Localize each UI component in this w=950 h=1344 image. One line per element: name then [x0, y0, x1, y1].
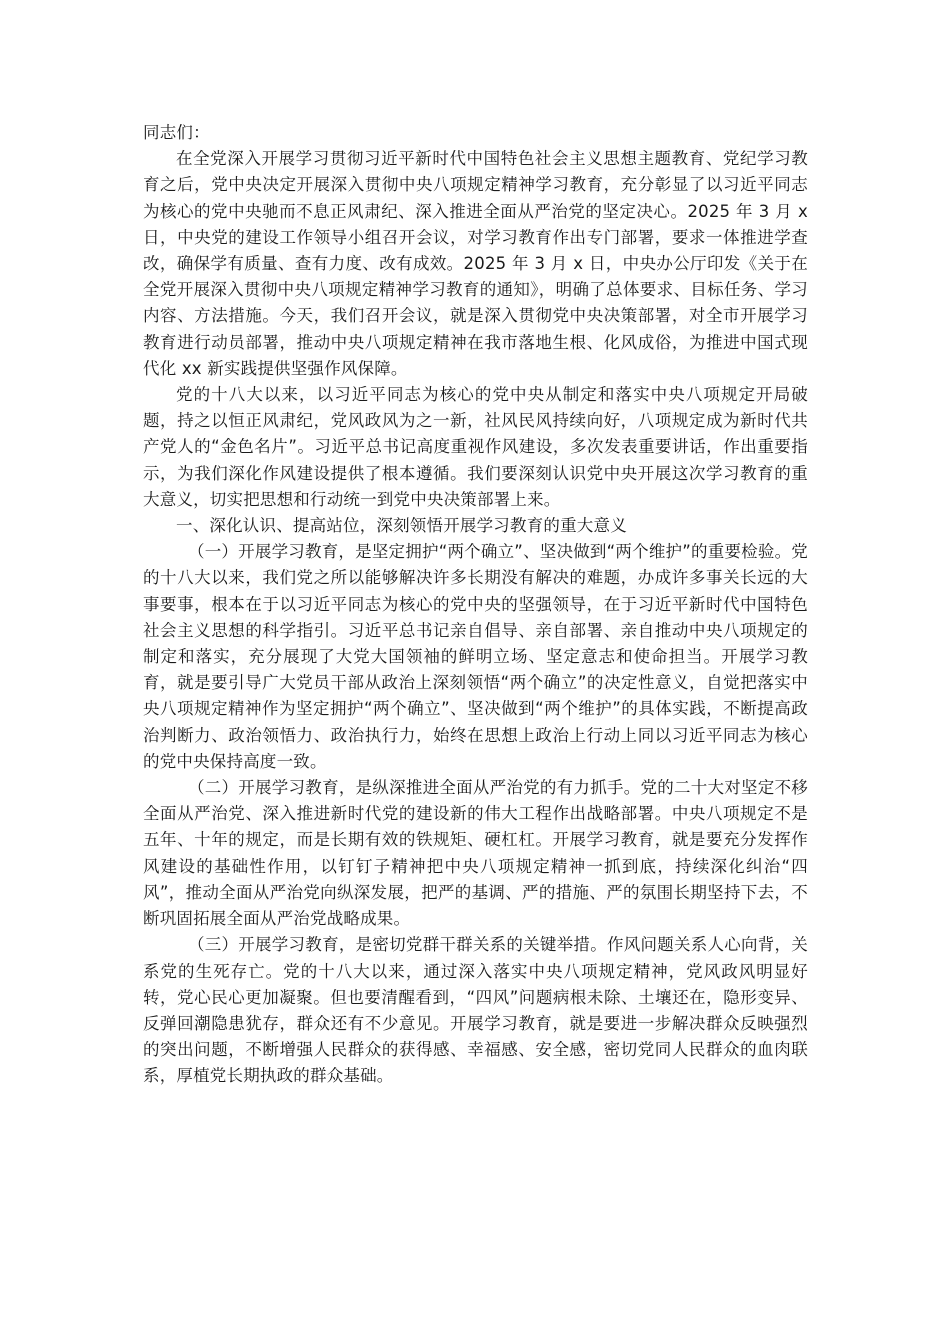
paragraph-point-3: （三）开展学习教育，是密切党群干群关系的关键举措。作风问题关系人心向背，关系党的生死存亡。党的十八大以来，通过深入落实中央八项规定精神，党风政风明显好转，党心民心更加凝聚。但也要清醒看到，“四风”问题病根未除、土壤还在，隐形变异、反弹回潮隐患犹存，群众还有不少意见。开展学习教育，就是要进一步解决群众反映强烈的突出问题，不断增强人民群众的获得感、幸福感、安全感，密切党同人民群众的血肉联系，厚植党长期执政的群众基础。 — [143, 935, 808, 1086]
paragraph-background: 党的十八大以来，以习近平同志为核心的党中央从制定和落实中央八项规定开局破题，持之以恒正风肃纪，党风政风为之一新，社风民风持续向好，八项规定成为新时代共产党人的“金色名片”。习近平总书记高度重视作风建设，多次发表重要讲话，作出重要指示，为我们深化作风建设提供了根本遵循。我们要深刻认识党中央开展这次学习教育的重大意义，切实把思想和行动统一到党中央决策部署上来。 — [143, 385, 808, 509]
paragraph-intro: 在全党深入开展学习贯彻习近平新时代中国特色社会主义思想主题教育、党纪学习教育之后，党中央决定开展深入贯彻中央八项规定精神学习教育，充分彰显了以习近平同志为核心的党中央驰而不息正风肃纪、深入推进全面从严治党的坚定决心。2025 年 3 月 x 日，中央党的建设工作领导小组召开会议，对学习教育作出专门部署，要求一体推进学查改，确保学有质量、查有力度、改有成效。2025 年 3 月 x 日，中央办公厅印发《关于在全党开展深入贯彻中央八项规定精神学习教育的通知》，明确了总体要求、目标任务、学习内容、方法措施。今天，我们召开会议，就是深入贯彻党中央决策部署，对全市开展学习教育进行动员部署，推动中央八项规定精神在我市落地生根、化风成俗，为推进中国式现代化 xx 新实践提供坚强作风保障。 — [143, 149, 808, 378]
document-body — [143, 120, 808, 1090]
paragraph-point-2: （二）开展学习教育，是纵深推进全面从严治党的有力抓手。党的二十大对坚定不移全面从严治党、深入推进新时代党的建设新的伟大工程作出战略部署。中央八项规定不是五年、十年的规定，而是长期有效的铁规矩、硬杠杠。开展学习教育，就是要充分发挥作风建设的基础性作用，以钉钉子精神把中央八项规定精神一抓到底，持续深化纠治“四风”，推动全面从严治党向纵深发展，把严的基调、严的措施、严的氛围长期坚持下去，不断巩固拓展全面从严治党战略成果。 — [143, 778, 808, 929]
salutation: 同志们： — [143, 123, 210, 142]
paragraph-point-1: （一）开展学习教育，是坚定拥护“两个确立”、坚决做到“两个维护”的重要检验。党的十八大以来，我们党之所以能够解决许多长期没有解决的难题，办成许多事关长远的大事要事，根本在于以习近平同志为核心的党中央的坚强领导，在于习近平新时代中国特色社会主义思想的科学指引。习近平总书记亲自倡导、亲自部署、亲自推动中央八项规定的制定和落实，充分展现了大党大国领袖的鲜明立场、坚定意志和使命担当。开展学习教育，就是要引导广大党员干部从政治上深刻领悟“两个确立”的决定性意义，自觉把落实中央八项规定精神作为坚定拥护“两个确立”、坚决做到“两个维护”的具体实践，不断提高政治判断力、政治领悟力、政治执行力，始终在思想上政治上行动上同以习近平同志为核心的党中央保持高度一致。 — [143, 542, 808, 771]
section-heading-1: 一、深化认识、提高站位，深刻领悟开展学习教育的重大意义 — [176, 516, 627, 536]
